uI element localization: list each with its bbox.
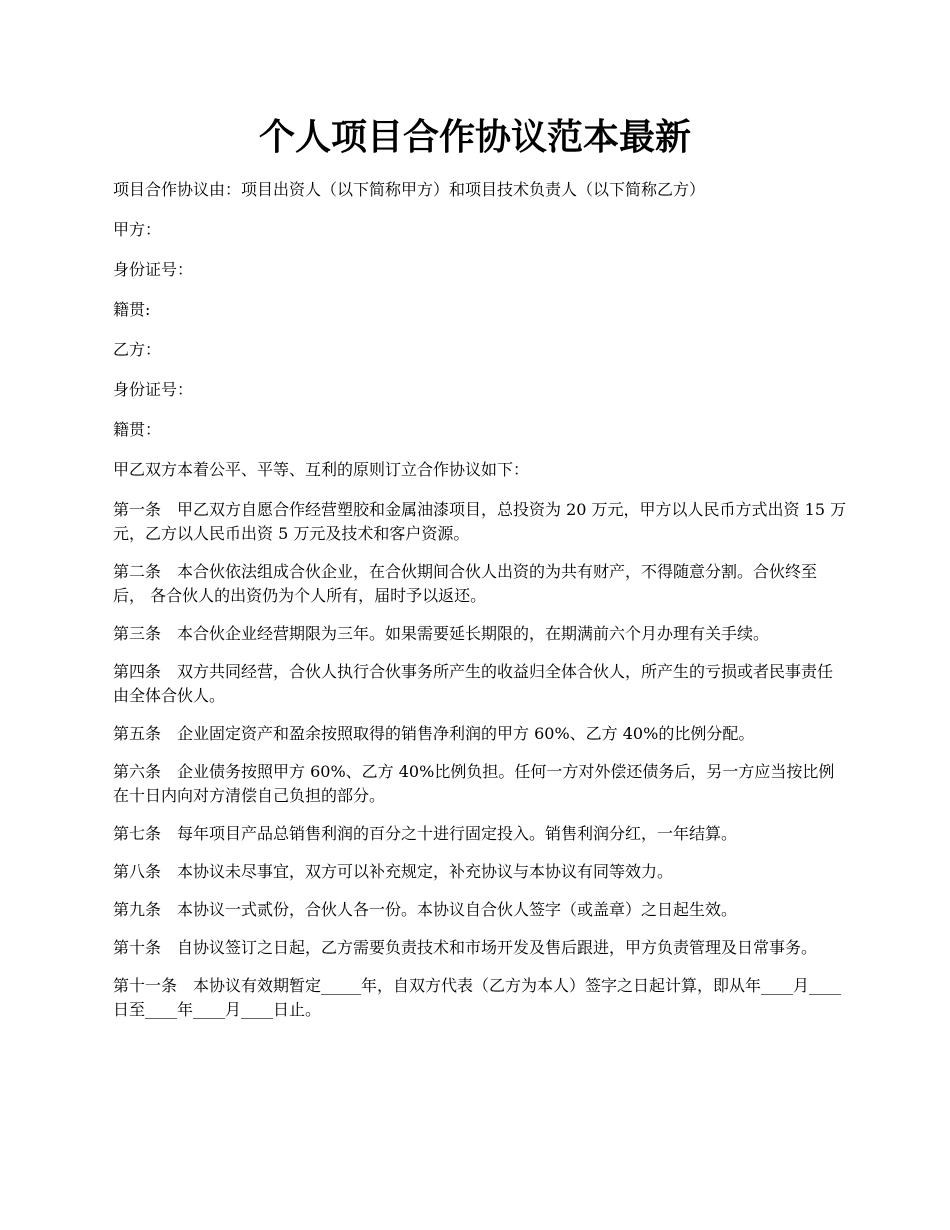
article-number: 第九条 bbox=[113, 900, 162, 919]
article-text: 企业固定资产和盈余按照取得的销售净利润的甲方 60%、乙方 40%的比例分配。 bbox=[177, 724, 755, 743]
party-a-label: 甲方： bbox=[113, 220, 162, 239]
article-10 bbox=[113, 936, 848, 960]
article-number: 第七条 bbox=[113, 824, 162, 843]
article-3 bbox=[113, 622, 848, 646]
article-text: 甲乙双方自愿合作经营塑胶和金属油漆项目，总投资为 20 万元，甲方以人民币方式出资 15 万元，乙方以人民币出资 5 万元及技术和客户资源。 bbox=[113, 500, 847, 543]
party-a-origin-label: 籍贯: bbox=[113, 300, 151, 319]
article-number: 第一条 bbox=[113, 500, 162, 519]
article-1 bbox=[113, 498, 848, 546]
article-number: 第三条 bbox=[113, 624, 162, 643]
article-text: 自协议签订之日起，乙方需要负责技术和市场开发及售后跟进，甲方负责管理及日常事务。 bbox=[177, 938, 818, 957]
article-7 bbox=[113, 822, 848, 846]
article-number: 第六条 bbox=[113, 762, 162, 781]
party-b-origin-label: 籍贯： bbox=[113, 420, 162, 439]
article-number: 第二条 bbox=[113, 562, 162, 581]
document-body bbox=[113, 178, 848, 1036]
article-6 bbox=[113, 760, 848, 808]
article-number: 第十条 bbox=[113, 938, 162, 957]
article-11 bbox=[113, 974, 848, 1022]
article-text: 本协议有效期暂定_____年，自双方代表（乙方为本人）签字之日起计算，即从年____月____日至____年____月____日止。 bbox=[113, 976, 842, 1019]
article-text: 每年项目产品总销售利润的百分之十进行固定投入。销售利润分红，一年结算。 bbox=[177, 824, 738, 843]
document-title: 个人项目合作协议范本最新 bbox=[258, 116, 691, 158]
article-4 bbox=[113, 660, 848, 708]
article-9 bbox=[113, 898, 848, 922]
article-text: 企业债务按照甲方 60%、乙方 40%比例负担。任何一方对外偿还债务后，另一方应当按比例在十日内向对方清偿自己负担的部分。 bbox=[113, 762, 835, 805]
article-text: 本协议一式贰份，合伙人各一份。本协议自合伙人签字（或盖章）之日起生效。 bbox=[177, 900, 738, 919]
party-a-id-label: 身份证号： bbox=[113, 260, 194, 279]
intro-paragraph: 项目合作协议由：项目出资人（以下简称甲方）和项目技术负责人（以下简称乙方） bbox=[113, 180, 706, 199]
article-number: 第五条 bbox=[113, 724, 162, 743]
article-number: 第八条 bbox=[113, 862, 162, 881]
article-number: 第十一条 bbox=[113, 976, 178, 995]
article-text: 双方共同经营，合伙人执行合伙事务所产生的收益归全体合伙人，所产生的亏损或者民事责任由全体合伙人。 bbox=[113, 662, 834, 705]
article-text: 本合伙企业经营期限为三年。如果需要延长期限的，在期满前六个月办理有关手续。 bbox=[177, 624, 770, 643]
party-b-label: 乙方： bbox=[113, 340, 162, 359]
party-b-id-label: 身份证号： bbox=[113, 380, 194, 399]
article-8 bbox=[113, 860, 848, 884]
article-text: 本协议未尽事宜，双方可以补充规定，补充协议与本协议有同等效力。 bbox=[177, 862, 674, 881]
preamble-paragraph: 甲乙双方本着公平、平等、互利的原则订立合作协议如下： bbox=[113, 460, 530, 479]
article-2 bbox=[113, 560, 848, 608]
article-number: 第四条 bbox=[113, 662, 162, 681]
article-5 bbox=[113, 722, 848, 746]
article-text: 本合伙依法组成合伙企业，在合伙期间合伙人出资的为共有财产，不得随意分割。合伙终至后， 各合伙人的出资仍为个人所有，届时予以返还。 bbox=[113, 562, 818, 605]
